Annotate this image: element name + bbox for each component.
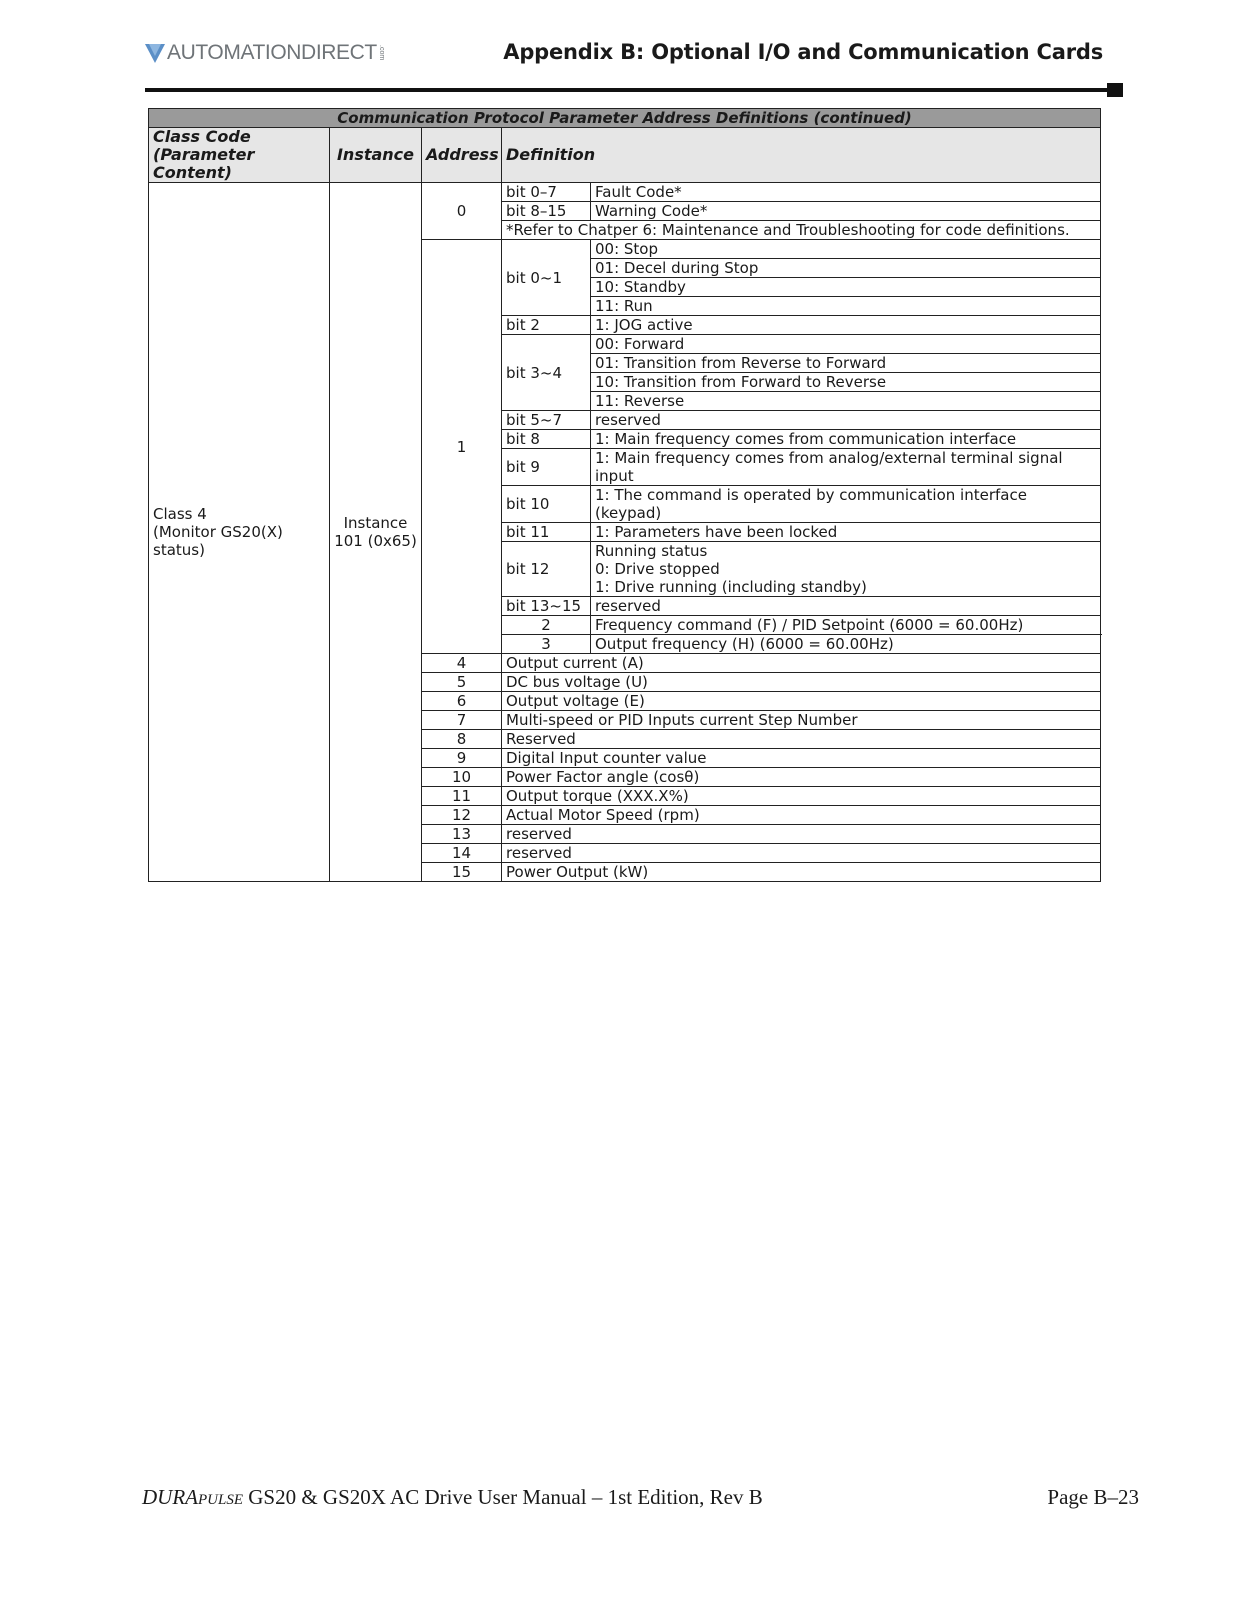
address-cell: 10 [422, 768, 502, 787]
automationdirect-logo [145, 41, 385, 65]
table-caption: Communication Protocol Parameter Address Definitions (continued) [149, 109, 1101, 128]
class-code-cell [149, 183, 330, 882]
section-title: Appendix B: Optional I/O and Communication Cards [503, 40, 1103, 64]
column-header-class-code [149, 128, 330, 183]
definition-cell: 11: Reverse [591, 392, 1101, 411]
bit-cell: bit 0–7 [502, 183, 591, 202]
definition-cell: Frequency command (F) / PID Setpoint (6000 = 60.00Hz) [591, 616, 1101, 635]
definition-cell: 1: Drive running (including standby) [591, 578, 1101, 597]
bit-cell: bit 12 [502, 542, 591, 597]
definition-cell: reserved [502, 825, 1101, 844]
definition-cell: Power Output (kW) [502, 863, 1101, 882]
address-cell: 0 [422, 183, 502, 240]
definition-cell: Reserved [502, 730, 1101, 749]
parameter-address-table [148, 108, 1101, 882]
brand-prefix: DURA [142, 1485, 198, 1509]
column-header-definition: Definition [502, 128, 1101, 183]
definition-cell: Warning Code* [591, 202, 1101, 221]
column-header-address: Address [422, 128, 502, 183]
definition-cell: reserved [591, 597, 1101, 616]
definition-cell: Fault Code* [591, 183, 1101, 202]
address-cell: 3 [502, 635, 591, 654]
definition-cell: 00: Forward [591, 335, 1101, 354]
definition-cell: Multi-speed or PID Inputs current Step Number [502, 711, 1101, 730]
definition-cell: 1: The command is operated by communication interface (keypad) [591, 486, 1101, 523]
definition-cell: reserved [502, 844, 1101, 863]
address-cell: 7 [422, 711, 502, 730]
definition-cell: Output frequency (H) (6000 = 60.00Hz) [591, 635, 1101, 654]
manual-title [142, 1485, 763, 1510]
address-cell: 11 [422, 787, 502, 806]
definition-cell: reserved [591, 411, 1101, 430]
bit-cell: bit 0~1 [502, 240, 591, 316]
class-code-line2: (Monitor GS20(X) [153, 523, 283, 541]
definition-cell: 01: Transition from Reverse to Forward [591, 354, 1101, 373]
address-cell: 6 [422, 692, 502, 711]
address-cell: 5 [422, 673, 502, 692]
class-code-line3: status) [153, 541, 205, 559]
class-code-line1: Class 4 [153, 505, 207, 523]
address-cell: 9 [422, 749, 502, 768]
bit-cell: bit 9 [502, 449, 591, 486]
definition-cell: 0: Drive stopped [591, 560, 1101, 578]
bit-cell: bit 13~15 [502, 597, 591, 616]
brand-suffix: PULSE [198, 1492, 243, 1508]
bit-cell: bit 11 [502, 523, 591, 542]
definition-cell: Running status [591, 542, 1101, 561]
class-code-header-line2: (Parameter Content) [153, 145, 255, 182]
bit-cell: bit 2 [502, 316, 591, 335]
page-header [145, 38, 1125, 98]
instance-line2: 101 (0x65) [334, 532, 417, 550]
page-number: Page B–23 [1047, 1485, 1139, 1509]
address-cell: 1 [422, 240, 502, 654]
address-cell: 14 [422, 844, 502, 863]
definition-cell: 01: Decel during Stop [591, 259, 1101, 278]
address-cell: 4 [422, 654, 502, 673]
class-code-header-line1: Class Code [153, 127, 251, 146]
address-cell: 2 [502, 616, 591, 635]
definition-cell: 1: JOG active [591, 316, 1101, 335]
table-header-row [149, 128, 1101, 183]
logo-text: AUTOMATIONDIRECT [167, 41, 377, 64]
definition-cell: 1: Main frequency comes from communication interface [591, 430, 1101, 449]
definition-cell: 10: Standby [591, 278, 1101, 297]
address-cell: 8 [422, 730, 502, 749]
logo-suffix: .com [377, 45, 385, 61]
footnote-cell: *Refer to Chatper 6: Maintenance and Troubleshooting for code definitions. [502, 221, 1101, 240]
brand-name [142, 1485, 243, 1509]
address-cell: 12 [422, 806, 502, 825]
definition-cell: Output voltage (E) [502, 692, 1101, 711]
bit-cell: bit 8–15 [502, 202, 591, 221]
bit-cell: bit 5~7 [502, 411, 591, 430]
bit-cell: bit 8 [502, 430, 591, 449]
manual-title-text: GS20 & GS20X AC Drive User Manual – 1st Edition, Rev B [243, 1485, 763, 1509]
definition-cell: DC bus voltage (U) [502, 673, 1101, 692]
table-row [149, 183, 1101, 202]
definition-cell: Digital Input counter value [502, 749, 1101, 768]
column-header-instance: Instance [330, 128, 422, 183]
definition-cell: input [591, 467, 1101, 486]
definition-cell: 1: Parameters have been locked [591, 523, 1101, 542]
definition-cell: Power Factor angle (cosθ) [502, 768, 1101, 787]
definition-cell: 1: Main frequency comes from analog/external terminal signal [591, 449, 1101, 468]
instance-cell [330, 183, 422, 882]
definition-cell: 10: Transition from Forward to Reverse [591, 373, 1101, 392]
table-caption-row [149, 109, 1101, 128]
definition-cell: Output current (A) [502, 654, 1101, 673]
definition-cell: Output torque (XXX.X%) [502, 787, 1101, 806]
definition-cell: 00: Stop [591, 240, 1101, 259]
definition-cell: 11: Run [591, 297, 1101, 316]
address-cell: 15 [422, 863, 502, 882]
definition-cell: Actual Motor Speed (rpm) [502, 806, 1101, 825]
address-cell: 13 [422, 825, 502, 844]
header-square-mark [1107, 83, 1123, 97]
logo-v-icon [145, 42, 165, 64]
bit-cell: bit 3~4 [502, 335, 591, 411]
bit-cell: bit 10 [502, 486, 591, 523]
header-rule [145, 88, 1111, 92]
instance-line1: Instance [343, 514, 408, 532]
